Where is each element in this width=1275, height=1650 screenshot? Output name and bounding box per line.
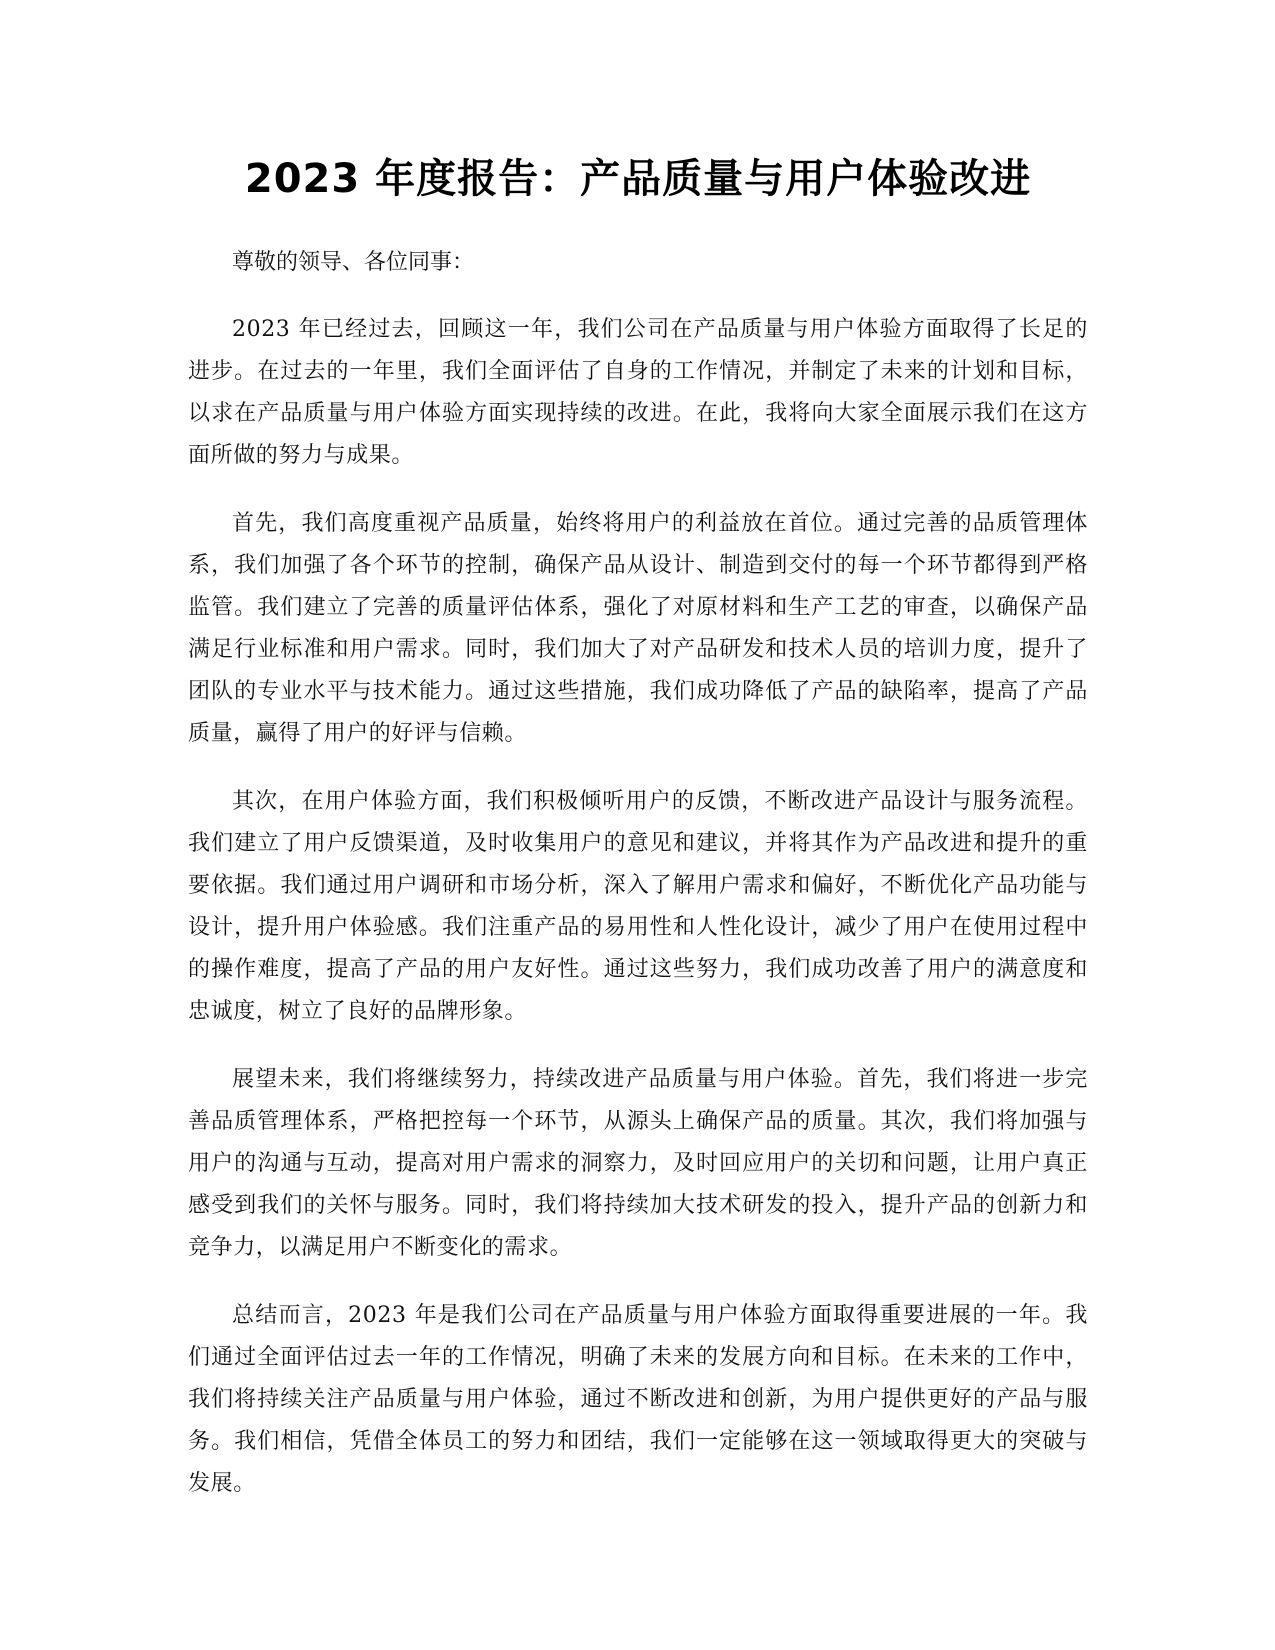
document-title: 2023 年度报告：产品质量与用户体验改进 <box>244 156 1032 202</box>
paragraph-outlook: 展望未来，我们将继续努力，持续改进产品质量与用户体验。首先，我们将进一步完善品质管理体系，严格把控每一个环节，从源头上确保产品的质量。其次，我们将加强与用户的沟通与互动，提高对用户需求的洞察力，及时回应用户的关切和问题，让用户真正感受到我们的关怀与服务。同时，我们将持续加大技术研发的投入，提升产品的创新力和竞争力，以满足用户不断变化的需求。 <box>188 1067 1088 1260</box>
paragraph-product-quality: 首先，我们高度重视产品质量，始终将用户的利益放在首位。通过完善的品质管理体系，我们加强了各个环节的控制，确保产品从设计、制造到交付的每一个环节都得到严格监管。我们建立了完善的质量评估体系，强化了对原材料和生产工艺的审查，以确保产品满足行业标准和用户需求。同时，我们加大了对产品研发和技术人员的培训力度，提升了团队的专业水平与技术能力。通过这些措施，我们成功降低了产品的缺陷率，提高了产品质量，赢得了用户的好评与信赖。 <box>188 511 1088 746</box>
paragraph-summary: 总结而言，2023 年是我们公司在产品质量与用户体验方面取得重要进展的一年。我们通过全面评估过去一年的工作情况，明确了未来的发展方向和目标。在未来的工作中，我们将持续关注产品质量与用户体验，通过不断改进和创新，为用户提供更好的产品与服务。我们相信，凭借全体员工的努力和团结，我们一定能够在这一领域取得更大的突破与发展。 <box>188 1303 1088 1496</box>
salutation: 尊敬的领导、各位同事： <box>232 250 475 275</box>
paragraph-intro: 2023 年已经过去，回顾这一年，我们公司在产品质量与用户体验方面取得了长足的进步。在过去的一年里，我们全面评估了自身的工作情况，并制定了未来的计划和目标，以求在产品质量与用户体验方面实现持续的改进。在此，我将向大家全面展示我们在这方面所做的努力与成果。 <box>188 317 1088 468</box>
document-page <box>188 150 1088 1531</box>
paragraph-user-experience: 其次，在用户体验方面，我们积极倾听用户的反馈，不断改进产品设计与服务流程。我们建立了用户反馈渠道，及时收集用户的意见和建议，并将其作为产品改进和提升的重要依据。我们通过用户调研和市场分析，深入了解用户需求和偏好，不断优化产品功能与设计，提升用户体验感。我们注重产品的易用性和人性化设计，减少了用户在使用过程中的操作难度，提高了产品的用户友好性。通过这些努力，我们成功改善了用户的满意度和忠诚度，树立了良好的品牌形象。 <box>188 789 1088 1024</box>
